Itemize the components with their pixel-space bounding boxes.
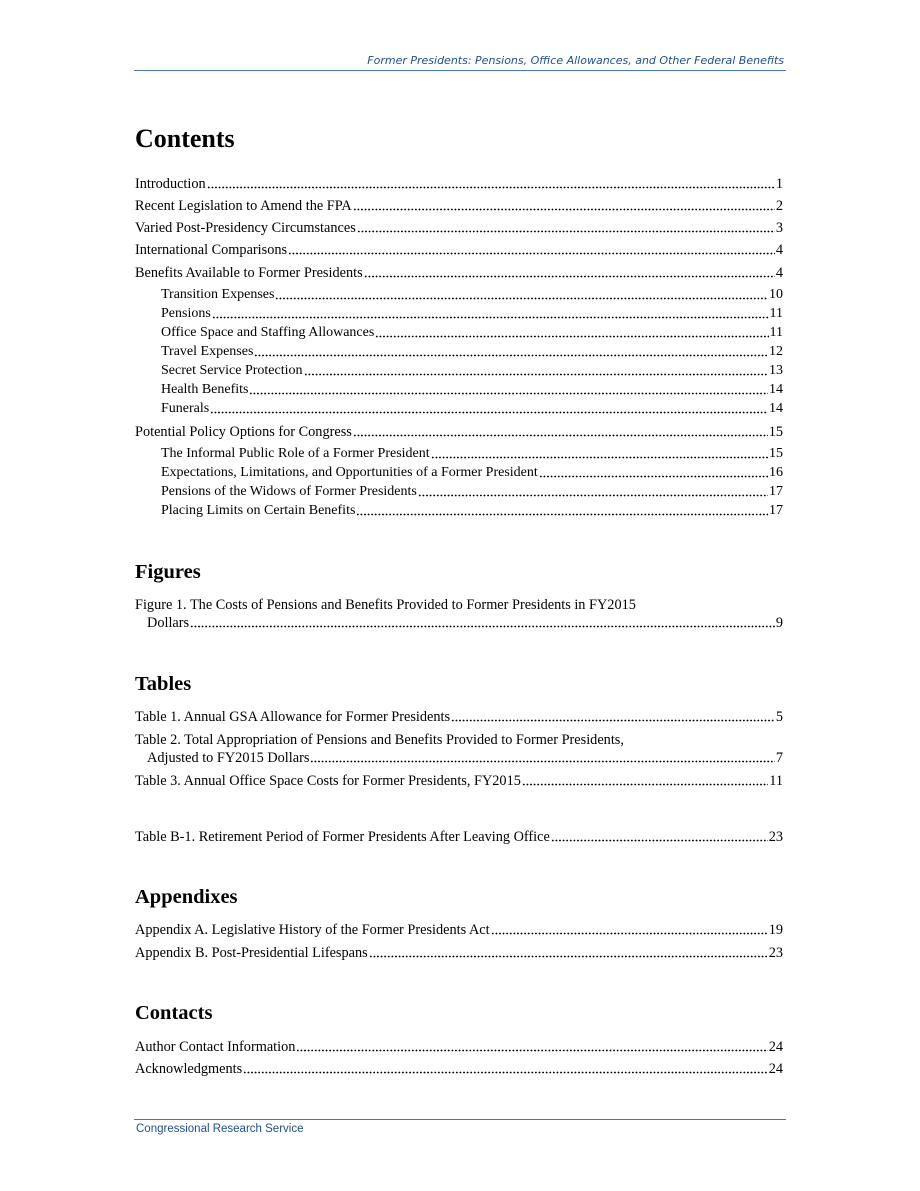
toc-page-number: 15: [769, 446, 783, 461]
toc-entry-benefits[interactable]: [135, 264, 783, 282]
tables-heading: Tables: [135, 673, 192, 695]
leader-dots: [353, 434, 768, 437]
toc-subentry-transition[interactable]: [161, 286, 783, 304]
leader-dots: [243, 1071, 767, 1074]
leader-dots: [451, 719, 775, 722]
toc-contact-author[interactable]: [135, 1038, 783, 1056]
leader-dots: [212, 316, 769, 319]
leader-dots: [210, 411, 768, 414]
toc-label: Placing Limits on Certain Benefits: [161, 503, 356, 518]
toc-table-1[interactable]: [135, 708, 783, 726]
toc-label: Appendix A. Legislative History of the Former Presidents Act: [135, 922, 490, 938]
toc-label: International Comparisons: [135, 242, 288, 258]
toc-page-number: 5: [775, 709, 783, 725]
toc-subentry-office-space[interactable]: [161, 324, 783, 342]
toc-label: Secret Service Protection: [161, 363, 303, 378]
toc-entry-varied-circumstances[interactable]: [135, 219, 783, 237]
toc-page-number: 14: [769, 401, 783, 416]
toc-label: Transition Expenses: [161, 287, 275, 302]
toc-page-number: 9: [775, 615, 783, 631]
toc-subentry-widows[interactable]: [161, 483, 783, 501]
toc-label: The Informal Public Role of a Former President: [161, 446, 430, 461]
leader-dots: [357, 230, 775, 233]
leader-dots: [275, 297, 768, 300]
toc-entry-introduction[interactable]: [135, 175, 783, 193]
leader-dots: [207, 186, 775, 189]
toc-label: Table B-1. Retirement Period of Former Presidents After Leaving Office: [135, 829, 550, 845]
toc-label: Funerals: [161, 401, 210, 416]
toc-label-line1: Figure 1. The Costs of Pensions and Benefits Provided to Former Presidents in FY2015: [135, 597, 636, 613]
toc-page-number: 11: [769, 773, 783, 789]
toc-label: Travel Expenses: [161, 344, 254, 359]
toc-page-number: 4: [775, 242, 783, 258]
footer-org: Congressional Research Service: [136, 1123, 304, 1135]
toc-page-number: 2: [775, 198, 783, 214]
toc-label-line1: Table 2. Total Appropriation of Pensions and Benefits Provided to Former Presidents,: [135, 732, 624, 748]
toc-label: Table 3. Annual Office Space Costs for Former Presidents, FY2015: [135, 773, 521, 789]
toc-page-number: 19: [768, 922, 783, 938]
toc-page-number: 24: [768, 1039, 783, 1055]
leader-dots: [364, 275, 775, 278]
toc-page-number: 13: [769, 363, 783, 378]
leader-dots: [356, 513, 768, 516]
toc-label: Author Contact Information: [135, 1039, 296, 1055]
leader-dots: [310, 760, 774, 763]
running-header: [134, 53, 786, 71]
toc-page-number: 17: [769, 503, 783, 518]
toc-label: Expectations, Limitations, and Opportunities of a Former President: [161, 465, 538, 480]
toc-subentry-limits[interactable]: [161, 502, 783, 520]
leader-dots: [249, 392, 768, 395]
leader-dots: [375, 335, 768, 338]
leader-dots: [353, 208, 775, 211]
toc-label: Pensions of the Widows of Former Presidents: [161, 484, 417, 499]
toc-page-number: 23: [768, 945, 783, 961]
leader-dots: [522, 783, 768, 786]
toc-page-number: 4: [775, 265, 783, 281]
toc-label: Pensions: [161, 306, 211, 321]
toc-subentry-pensions[interactable]: [161, 305, 783, 323]
toc-table-2[interactable]: [135, 731, 783, 767]
toc-table-b1[interactable]: [135, 828, 783, 846]
leader-dots: [296, 1049, 767, 1052]
toc-page-number: 23: [768, 829, 783, 845]
toc-entry-policy-options[interactable]: [135, 423, 783, 441]
toc-label: Appendix B. Post-Presidential Lifespans: [135, 945, 368, 961]
toc-page-number: 7: [775, 750, 783, 766]
toc-page-number: 1: [775, 176, 783, 192]
toc-subentry-health[interactable]: [161, 381, 783, 399]
toc-label: Varied Post-Presidency Circumstances: [135, 220, 356, 236]
toc-table-3[interactable]: [135, 772, 783, 790]
toc-page-number: 11: [769, 306, 783, 321]
figures-heading: Figures: [135, 561, 201, 583]
contacts-heading: Contacts: [135, 1002, 213, 1024]
leader-dots: [431, 456, 768, 459]
toc-subentry-secret-service[interactable]: [161, 362, 783, 380]
toc-label: Introduction: [135, 176, 206, 192]
toc-label-line2: Dollars: [147, 615, 190, 631]
toc-page-number: 16: [769, 465, 783, 480]
toc-subentry-travel[interactable]: [161, 343, 783, 361]
toc-label: Potential Policy Options for Congress: [135, 424, 352, 440]
leader-dots: [304, 373, 768, 376]
toc-appendix-b[interactable]: [135, 944, 783, 962]
toc-contact-ack[interactable]: [135, 1060, 783, 1078]
toc-page-number: 14: [769, 382, 783, 397]
toc-label: Recent Legislation to Amend the FPA: [135, 198, 352, 214]
toc-label: Health Benefits: [161, 382, 249, 397]
toc-entry-recent-legislation[interactable]: [135, 197, 783, 215]
toc-page-number: 12: [769, 344, 783, 359]
leader-dots: [254, 354, 768, 357]
toc-label: Acknowledgments: [135, 1061, 243, 1077]
leader-dots: [551, 839, 768, 842]
toc-page-number: 3: [775, 220, 783, 236]
running-title: Former Presidents: Pensions, Office Allowances, and Other Federal Benefits: [367, 54, 784, 67]
leader-dots: [539, 475, 768, 478]
toc-appendix-a[interactable]: [135, 921, 783, 939]
toc-label-line2: Adjusted to FY2015 Dollars: [147, 750, 310, 766]
toc-page-number: 10: [769, 287, 783, 302]
toc-page-number: 11: [769, 325, 783, 340]
toc-page-number: 15: [768, 424, 783, 440]
toc-page-number: 24: [768, 1061, 783, 1077]
leader-dots: [190, 625, 775, 628]
toc-label: Office Space and Staffing Allowances: [161, 325, 375, 340]
leader-dots: [369, 955, 768, 958]
contents-heading: Contents: [135, 124, 235, 153]
toc-subentry-funerals[interactable]: [161, 400, 783, 418]
toc-subentry-informal-role[interactable]: [161, 445, 783, 463]
toc-page-number: 17: [769, 484, 783, 499]
footer-rule: [134, 1119, 786, 1120]
leader-dots: [491, 932, 768, 935]
toc-label: Table 1. Annual GSA Allowance for Former Presidents: [135, 709, 451, 725]
toc-label: Benefits Available to Former Presidents: [135, 265, 363, 281]
leader-dots: [288, 252, 775, 255]
toc-figure-1[interactable]: [135, 596, 783, 632]
leader-dots: [418, 494, 768, 497]
appendixes-heading: Appendixes: [135, 886, 238, 908]
toc-entry-international[interactable]: [135, 241, 783, 259]
toc-subentry-expectations[interactable]: [161, 464, 783, 482]
